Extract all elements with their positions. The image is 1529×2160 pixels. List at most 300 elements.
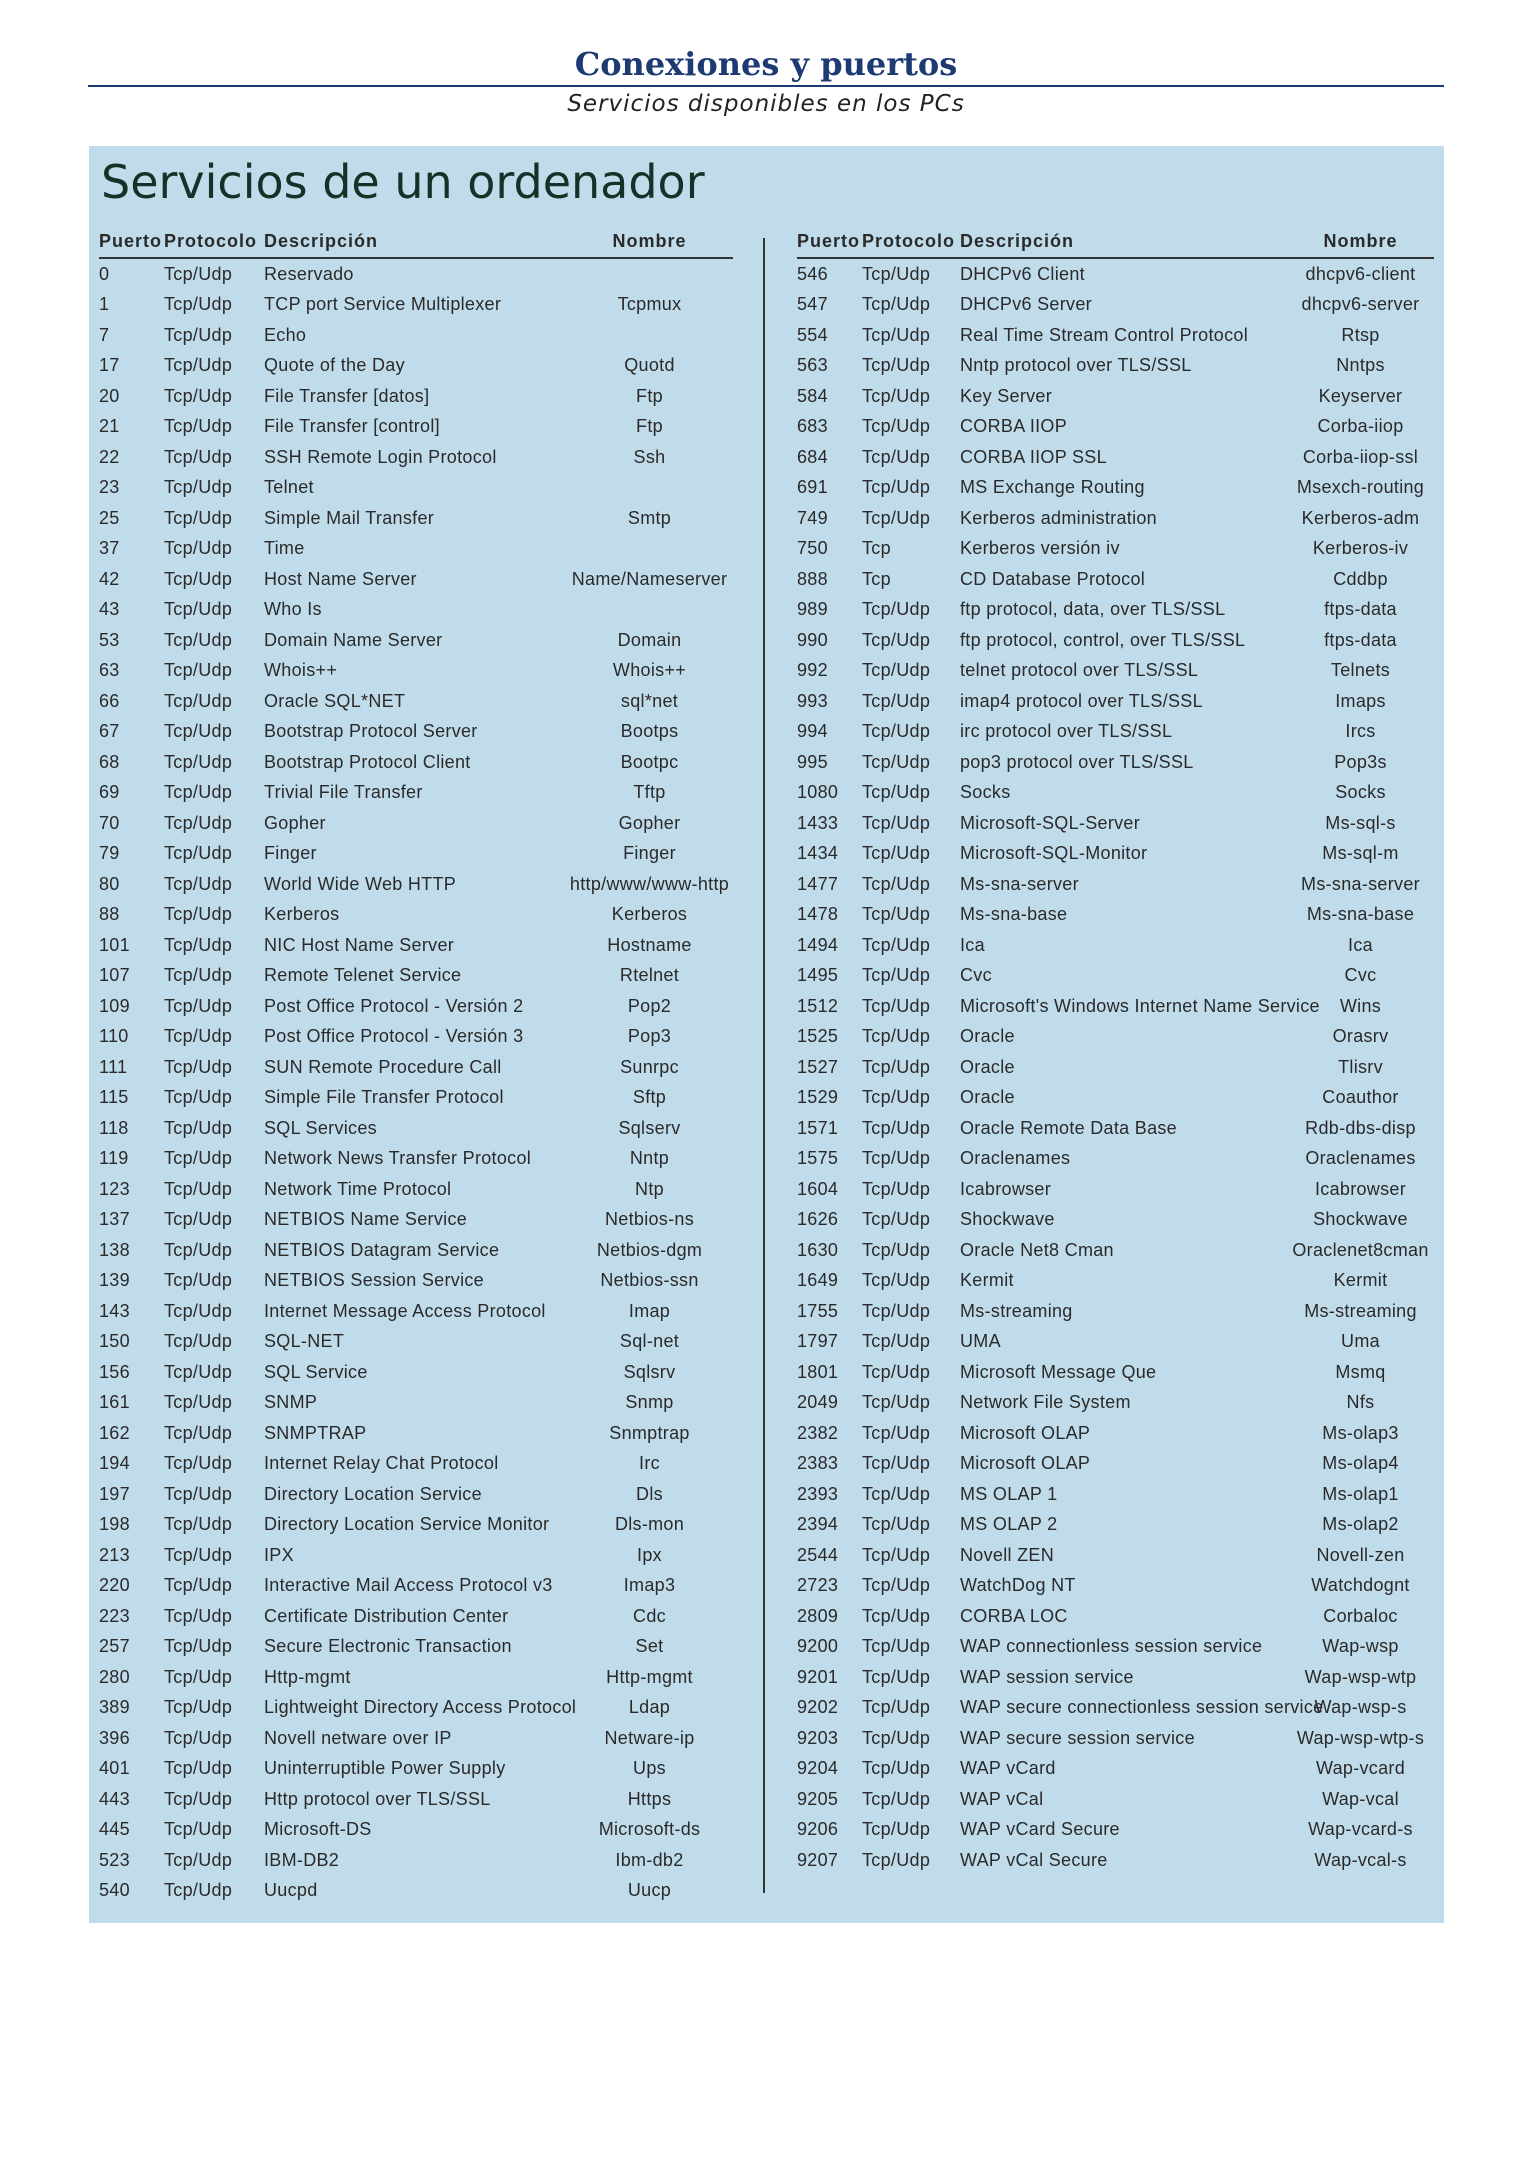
name-cell: Kerberos-adm [1301, 507, 1420, 528]
description-cell: Novell netware over IP [264, 1727, 452, 1748]
description-cell: UMA [960, 1331, 1001, 1352]
header-port: Puerto [99, 226, 164, 258]
table-row [99, 1540, 733, 1571]
protocol-cell: Tcp/Udp [164, 1453, 233, 1474]
protocol-cell: Tcp/Udp [862, 1819, 931, 1840]
name-cell: Sftp [632, 1087, 667, 1108]
header-name: Nombre [566, 226, 733, 258]
description-cell: Telnet [264, 477, 314, 498]
description-cell: Lightweight Directory Access Protocol [264, 1697, 577, 1718]
protocol-cell: Tcp/Udp [164, 1514, 233, 1535]
header-name: Nombre [1287, 226, 1434, 258]
table-row [99, 778, 733, 809]
description-cell: World Wide Web HTTP [264, 873, 457, 894]
description-cell: Reservado [264, 263, 354, 284]
description-cell: Microsoft Message Que [960, 1361, 1157, 1382]
name-cell: Wap-wsp [1322, 1636, 1399, 1657]
description-cell: Kermit [960, 1270, 1014, 1291]
port-cell: 137 [99, 1209, 130, 1230]
name-cell: Cvc [1344, 965, 1377, 986]
description-cell: Internet Relay Chat Protocol [264, 1453, 499, 1474]
name-cell: Netbios-dgm [596, 1239, 703, 1260]
port-cell: 23 [99, 477, 120, 498]
table-row [797, 1266, 1434, 1297]
protocol-cell: Tcp/Udp [862, 1148, 931, 1169]
description-cell: Oracle Remote Data Base [960, 1117, 1177, 1138]
protocol-cell: Tcp/Udp [862, 1849, 931, 1870]
description-cell: SQL-NET [264, 1331, 345, 1352]
table-row [99, 1479, 733, 1510]
protocol-cell: Tcp/Udp [862, 446, 931, 467]
protocol-cell: Tcp/Udp [862, 1331, 931, 1352]
name-cell: dhcpv6-client [1305, 263, 1416, 284]
description-cell: Directory Location Service Monitor [264, 1514, 550, 1535]
port-cell: 194 [99, 1453, 130, 1474]
description-cell: Http-mgmt [264, 1666, 351, 1687]
protocol-cell: Tcp/Udp [164, 965, 233, 986]
description-cell: WAP vCal [960, 1788, 1044, 1809]
description-cell: SNMPTRAP [264, 1422, 367, 1443]
port-cell: 584 [797, 385, 828, 406]
protocol-cell: Tcp/Udp [164, 416, 233, 437]
protocol-cell: Tcp/Udp [862, 324, 931, 345]
name-cell: Irc [639, 1453, 660, 1474]
name-cell: Ms-sna-server [1301, 873, 1420, 894]
name-cell: Corba-iiop-ssl [1302, 446, 1419, 467]
port-cell: 9204 [797, 1758, 839, 1779]
name-cell: Http-mgmt [606, 1666, 693, 1687]
table-row [797, 1662, 1434, 1693]
port-cell: 118 [99, 1117, 129, 1138]
table-row [797, 1388, 1434, 1419]
protocol-cell: Tcp/Udp [164, 1483, 233, 1504]
protocol-cell: Tcp/Udp [164, 1422, 233, 1443]
description-cell: ftp protocol, data, over TLS/SSL [960, 599, 1226, 620]
protocol-cell: Tcp/Udp [164, 1849, 233, 1870]
name-cell: Pop3 [627, 1026, 672, 1047]
name-cell: Microsoft-ds [598, 1819, 701, 1840]
description-cell: WAP secure connectionless session service [960, 1697, 1324, 1718]
table-row [99, 1510, 733, 1541]
protocol-cell: Tcp [862, 568, 891, 589]
table-row [99, 1876, 733, 1907]
port-cell: 213 [99, 1544, 130, 1565]
port-cell: 1630 [797, 1239, 839, 1260]
name-cell: Netbios-ssn [600, 1270, 699, 1291]
name-cell: Imap [628, 1300, 671, 1321]
protocol-cell: Tcp/Udp [164, 812, 233, 833]
port-cell: 1571 [797, 1117, 839, 1138]
port-cell: 1527 [797, 1056, 839, 1077]
port-cell: 684 [797, 446, 828, 467]
port-cell: 9202 [797, 1697, 839, 1718]
port-cell: 63 [99, 660, 120, 681]
table-row [797, 991, 1434, 1022]
protocol-cell: Tcp/Udp [862, 965, 931, 986]
protocol-cell: Tcp/Udp [862, 660, 931, 681]
description-cell: Echo [264, 324, 307, 345]
port-cell: 138 [99, 1239, 130, 1260]
protocol-cell: Tcp/Udp [862, 1514, 931, 1535]
table-row [99, 1205, 733, 1236]
table-row [797, 1601, 1434, 1632]
port-cell: 150 [99, 1331, 130, 1352]
port-cell: 37 [99, 538, 120, 559]
description-cell: Real Time Stream Control Protocol [960, 324, 1249, 345]
description-cell: SUN Remote Procedure Call [264, 1056, 502, 1077]
description-cell: Post Office Protocol - Versión 2 [264, 995, 524, 1016]
protocol-cell: Tcp/Udp [164, 843, 233, 864]
name-cell: Hostname [607, 934, 692, 955]
protocol-cell: Tcp/Udp [164, 1819, 233, 1840]
protocol-cell: Tcp/Udp [862, 1178, 931, 1199]
table-row [797, 1479, 1434, 1510]
table-row [99, 442, 733, 473]
port-cell: 990 [797, 629, 828, 650]
port-cell: 42 [99, 568, 120, 589]
port-cell: 9203 [797, 1727, 839, 1748]
protocol-cell: Tcp/Udp [164, 599, 233, 620]
table-row [99, 534, 733, 565]
name-cell: Smtp [627, 507, 672, 528]
name-cell: Sqlserv [618, 1117, 681, 1138]
description-cell: Icabrowser [960, 1178, 1052, 1199]
description-cell: Directory Location Service [264, 1483, 482, 1504]
table-row [99, 625, 733, 656]
protocol-cell: Tcp/Udp [862, 721, 931, 742]
port-cell: 156 [99, 1361, 130, 1382]
description-cell: Kerberos versión iv [960, 538, 1120, 559]
protocol-cell: Tcp/Udp [862, 1453, 931, 1474]
port-cell: 110 [99, 1026, 129, 1047]
protocol-cell: Tcp/Udp [164, 355, 233, 376]
protocol-cell: Tcp/Udp [862, 507, 931, 528]
name-cell: Quotd [624, 355, 675, 376]
port-cell: 1797 [797, 1331, 839, 1352]
protocol-cell: Tcp/Udp [164, 385, 233, 406]
table-row [797, 1083, 1434, 1114]
name-cell: Tlisrv [1338, 1056, 1383, 1077]
description-cell: CD Database Protocol [960, 568, 1146, 589]
protocol-cell: Tcp/Udp [164, 751, 233, 772]
table-row [797, 351, 1434, 382]
name-cell: Pop3s [1334, 751, 1387, 772]
protocol-cell: Tcp/Udp [164, 629, 233, 650]
name-cell: Netware-ip [604, 1727, 695, 1748]
description-cell: Kerberos administration [960, 507, 1157, 528]
table-row [99, 503, 733, 534]
port-cell: 111 [99, 1056, 128, 1077]
port-cell: 1080 [797, 782, 839, 803]
table-row [99, 1357, 733, 1388]
name-cell: Oraclenames [1305, 1148, 1416, 1169]
table-row [797, 1693, 1434, 1724]
name-cell: Ms-olap2 [1322, 1514, 1399, 1535]
description-cell: Interactive Mail Access Protocol v3 [264, 1575, 553, 1596]
name-cell: Ms-sql-m [1322, 843, 1399, 864]
protocol-cell: Tcp/Udp [164, 660, 233, 681]
port-cell: 1434 [797, 843, 839, 864]
description-cell: WAP vCal Secure [960, 1849, 1108, 1870]
name-cell: Wap-vcard [1315, 1758, 1406, 1779]
table-row [99, 1845, 733, 1876]
name-cell: Wap-vcal [1322, 1788, 1399, 1809]
name-cell: Cddbp [1333, 568, 1388, 589]
name-cell: Domain [617, 629, 682, 650]
description-cell: Who Is [264, 599, 322, 620]
description-cell: Cvc [960, 965, 992, 986]
table-row [797, 1784, 1434, 1815]
page-title: Conexiones y puertos [574, 45, 958, 83]
table-row [797, 503, 1434, 534]
protocol-cell: Tcp/Udp [164, 1300, 233, 1321]
name-cell: Dls-mon [614, 1514, 685, 1535]
name-cell: Ica [1348, 934, 1373, 955]
description-cell: WAP connectionless session service [960, 1636, 1263, 1657]
protocol-cell: Tcp/Udp [862, 690, 931, 711]
name-cell: Ntp [635, 1178, 664, 1199]
table-row [797, 1235, 1434, 1266]
port-cell: 53 [99, 629, 120, 650]
description-cell: NETBIOS Name Service [264, 1209, 468, 1230]
protocol-cell: Tcp/Udp [862, 1575, 931, 1596]
port-cell: 0 [99, 263, 110, 284]
protocol-cell: Tcp/Udp [164, 1087, 233, 1108]
table-row [99, 900, 733, 931]
name-cell: Nfs [1346, 1392, 1375, 1413]
protocol-cell: Tcp/Udp [862, 1209, 931, 1230]
description-cell: Whois++ [264, 660, 338, 681]
table-row [797, 869, 1434, 900]
table-row [99, 1723, 733, 1754]
protocol-cell: Tcp/Udp [164, 1056, 233, 1077]
name-cell: Socks [1335, 782, 1386, 803]
port-cell: 691 [797, 477, 828, 498]
name-cell: Watchdognt [1311, 1575, 1410, 1596]
name-cell: Wins [1339, 995, 1382, 1016]
name-cell: Coauthor [1322, 1087, 1399, 1108]
protocol-cell: Tcp/Udp [862, 1666, 931, 1687]
name-cell: Ircs [1345, 721, 1376, 742]
description-cell: WatchDog NT [960, 1575, 1076, 1596]
name-cell: Rtelnet [619, 965, 680, 986]
port-cell: 68 [99, 751, 120, 772]
port-cell: 66 [99, 690, 120, 711]
port-cell: 1626 [797, 1209, 839, 1230]
description-cell: MS OLAP 2 [960, 1514, 1058, 1535]
table-row [797, 1205, 1434, 1236]
name-cell: Ms-olap1 [1322, 1483, 1399, 1504]
table-row [797, 1723, 1434, 1754]
name-cell [566, 258, 733, 290]
description-cell: TCP port Service Multiplexer [264, 294, 502, 315]
name-cell: Icabrowser [1314, 1178, 1407, 1199]
port-cell: 2809 [797, 1605, 839, 1626]
header-description: Descripción [960, 226, 1287, 258]
protocol-cell: Tcp/Udp [164, 1148, 233, 1169]
services-table-left [99, 226, 733, 1906]
table-row [99, 381, 733, 412]
table-row [797, 1296, 1434, 1327]
description-cell: File Transfer [datos] [264, 385, 430, 406]
port-cell: 80 [99, 873, 120, 894]
protocol-cell: Tcp/Udp [862, 843, 931, 864]
table-row [99, 747, 733, 778]
table-row [99, 1601, 733, 1632]
table-row [99, 656, 733, 687]
port-cell: 20 [99, 385, 120, 406]
table-row [99, 290, 733, 321]
name-cell: Ms-sna-base [1306, 904, 1415, 925]
table-row [797, 717, 1434, 748]
description-cell: Ms-streaming [960, 1300, 1073, 1321]
name-cell: ftps-data [1324, 629, 1397, 650]
protocol-cell: Tcp/Udp [164, 1697, 233, 1718]
name-cell: Bootpc [620, 751, 679, 772]
name-cell: Pop2 [627, 995, 672, 1016]
port-cell: 1529 [797, 1087, 839, 1108]
protocol-cell: Tcp/Udp [862, 629, 931, 650]
port-cell: 523 [99, 1849, 130, 1870]
table-row [99, 1022, 733, 1053]
table-row [99, 1052, 733, 1083]
table-row [797, 1113, 1434, 1144]
protocol-cell: Tcp/Udp [164, 507, 233, 528]
name-cell: Snmptrap [609, 1422, 690, 1443]
name-cell: Telnets [1330, 660, 1391, 681]
description-cell: Oracle [960, 1026, 1015, 1047]
header-protocol: Protocolo [862, 226, 960, 258]
table-row [99, 1113, 733, 1144]
port-cell: 1575 [797, 1148, 839, 1169]
description-cell: SNMP [264, 1392, 318, 1413]
name-cell: Gopher [618, 812, 681, 833]
table-row [797, 1815, 1434, 1846]
name-cell: Oraclenet8cman [1292, 1239, 1429, 1260]
services-table-right [797, 226, 1434, 1876]
protocol-cell: Tcp [862, 538, 891, 559]
description-cell: Oraclenames [960, 1148, 1071, 1169]
description-cell: telnet protocol over TLS/SSL [960, 660, 1199, 681]
name-cell: Finger [623, 843, 676, 864]
port-cell: 2394 [797, 1514, 839, 1535]
name-cell: Dls [636, 1483, 663, 1504]
name-cell: Bootps [620, 721, 679, 742]
table-row [99, 1784, 733, 1815]
port-cell: 109 [99, 995, 130, 1016]
table-row [99, 1815, 733, 1846]
name-cell: Wap-wsp-wtp-s [1296, 1727, 1425, 1748]
description-cell: Remote Telenet Service [264, 965, 462, 986]
name-cell: Sunrpc [620, 1056, 679, 1077]
port-cell: 79 [99, 843, 120, 864]
port-cell: 220 [99, 1575, 130, 1596]
name-cell: Ms-olap3 [1322, 1422, 1399, 1443]
protocol-cell: Tcp/Udp [164, 904, 233, 925]
table-row [797, 1754, 1434, 1785]
table-row [99, 1449, 733, 1480]
port-cell: 69 [99, 782, 120, 803]
protocol-cell: Tcp/Udp [862, 1392, 931, 1413]
protocol-cell: Tcp/Udp [862, 782, 931, 803]
name-cell: Ms-streaming [1304, 1300, 1417, 1321]
name-cell: Ipx [637, 1544, 662, 1565]
table-row [99, 991, 733, 1022]
name-cell: Shockwave [1313, 1209, 1408, 1230]
port-cell: 280 [99, 1666, 130, 1687]
description-cell: MS OLAP 1 [960, 1483, 1058, 1504]
services-panel [89, 146, 1444, 1923]
description-cell: Microsoft-SQL-Monitor [960, 843, 1148, 864]
protocol-cell: Tcp/Udp [164, 446, 233, 467]
description-cell: WAP vCard Secure [960, 1819, 1120, 1840]
name-cell: Imaps [1335, 690, 1386, 711]
name-cell: Tcpmux [617, 294, 682, 315]
port-cell: 683 [797, 416, 828, 437]
description-cell: Quote of the Day [264, 355, 405, 376]
table-row [99, 1083, 733, 1114]
port-cell: 2383 [797, 1453, 839, 1474]
name-cell [566, 595, 733, 626]
table-row [99, 1174, 733, 1205]
protocol-cell: Tcp/Udp [164, 1209, 233, 1230]
port-cell: 995 [797, 751, 828, 772]
table-row [797, 656, 1434, 687]
table-row [797, 747, 1434, 778]
description-cell: Nntp protocol over TLS/SSL [960, 355, 1192, 376]
protocol-cell: Tcp/Udp [164, 1636, 233, 1657]
name-cell: Corbaloc [1323, 1605, 1398, 1626]
description-cell: Key Server [960, 385, 1053, 406]
protocol-cell: Tcp/Udp [164, 995, 233, 1016]
table-row [99, 1662, 733, 1693]
protocol-cell: Tcp/Udp [862, 263, 931, 284]
table-row [99, 717, 733, 748]
protocol-cell: Tcp/Udp [164, 782, 233, 803]
table-row [99, 839, 733, 870]
header-protocol: Protocolo [164, 226, 264, 258]
port-cell: 7 [99, 324, 110, 345]
table-row [99, 1754, 733, 1785]
protocol-cell: Tcp/Udp [862, 1087, 931, 1108]
protocol-cell: Tcp/Udp [862, 1239, 931, 1260]
port-cell: 389 [99, 1697, 130, 1718]
table-row [99, 869, 733, 900]
port-cell: 445 [99, 1819, 130, 1840]
port-cell: 43 [99, 599, 120, 620]
description-cell: Simple Mail Transfer [264, 507, 435, 528]
protocol-cell: Tcp/Udp [862, 385, 931, 406]
name-cell: Uucp [627, 1880, 672, 1901]
table-row [797, 1174, 1434, 1205]
description-cell: Bootstrap Protocol Client [264, 751, 471, 772]
protocol-cell: Tcp/Udp [164, 324, 233, 345]
description-cell: NETBIOS Session Service [264, 1270, 484, 1291]
table-row [797, 258, 1434, 290]
port-cell: 21 [99, 416, 120, 437]
name-cell: Wap-wsp-wtp [1304, 1666, 1417, 1687]
protocol-cell: Tcp/Udp [862, 599, 931, 620]
port-cell: 223 [99, 1605, 130, 1626]
port-cell: 396 [99, 1727, 130, 1748]
protocol-cell: Tcp/Udp [862, 1605, 931, 1626]
description-cell: Microsoft-SQL-Server [960, 812, 1141, 833]
protocol-cell: Tcp/Udp [862, 1361, 931, 1382]
port-cell: 25 [99, 507, 120, 528]
description-cell: Internet Message Access Protocol [264, 1300, 546, 1321]
port-cell: 1477 [797, 873, 839, 894]
protocol-cell: Tcp/Udp [164, 1361, 233, 1382]
